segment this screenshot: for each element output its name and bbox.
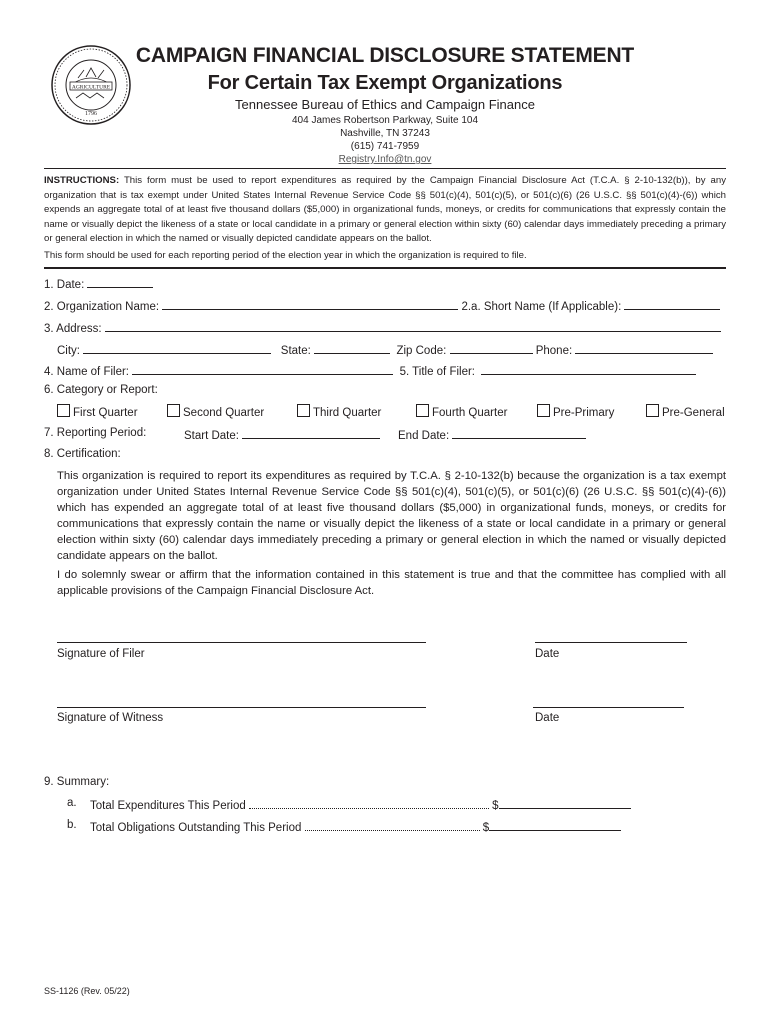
summary-label: 9. Summary: (44, 776, 110, 788)
start-date-label: Start Date: (184, 430, 239, 442)
svg-text:1796: 1796 (85, 111, 97, 117)
category-option-label: Fourth Quarter (432, 407, 508, 419)
checkbox[interactable] (416, 404, 429, 417)
summary-item-a-row (90, 797, 631, 812)
summary-a-currency: $ (492, 800, 499, 812)
date-label: 1. Date: (44, 279, 85, 291)
category-pre-primary[interactable] (537, 404, 614, 419)
filer-date-label: Date (535, 648, 560, 660)
end-date-field[interactable] (452, 427, 586, 439)
instructions-label: INSTRUCTIONS: (44, 175, 120, 186)
instructions-text: This form must be used to report expenditures as required by the Campaign Financial Disclosure Act (T.C.A. § 2-10-132(b)), by any organization that is tax exempt under United States Internal Revenue Service Code §§ 501(c)(4), 501(c)(5), or 501(c)(6) (26 U.S.C. §§ 501(c)(4)-(6)) which expends an aggregate total of at least five thousand dollars ($5,000) in organizational funds, moneys, or credits for communications that expressly contain the name or visually depict the likeness of a state or local candidate in a primary or general election within sixty (60) calendar days immediately preceding a primary or general election in which the named or visually depicted candidate appears on the ballot. (44, 175, 726, 245)
org-name-label: 2. Organization Name: (44, 301, 160, 313)
address-row (44, 320, 721, 335)
category-option-label: Third Quarter (313, 407, 382, 419)
form-subtitle: For Certain Tax Exempt Organizations (207, 72, 563, 94)
phone-field[interactable] (575, 342, 713, 354)
agency-email-container (0, 154, 770, 165)
category-option-label: Second Quarter (183, 407, 265, 419)
city-row (57, 342, 713, 357)
summary-item-b (67, 819, 77, 831)
summary-item-a (67, 797, 77, 809)
start-date-field[interactable] (242, 427, 380, 439)
short-name-label: 2.a. Short Name (If Applicable): (461, 301, 622, 313)
category-second-quarter[interactable] (167, 404, 264, 419)
leader-dots (249, 799, 489, 809)
filer-row (44, 363, 696, 378)
filer-signature-field[interactable] (57, 642, 426, 643)
zip-label: Zip Code: (396, 345, 447, 357)
address-field[interactable] (105, 320, 721, 332)
summary-b-marker: b. (67, 819, 77, 831)
address-label: 3. Address: (44, 323, 102, 335)
category-first-quarter[interactable] (57, 404, 138, 419)
agency-email-link[interactable]: Registry.Info@tn.gov (338, 154, 432, 165)
end-date-row (398, 427, 586, 442)
city-field[interactable] (83, 342, 271, 354)
filer-title-label: 5. Title of Filer: (399, 366, 476, 378)
agency-name: Tennessee Bureau of Ethics and Campaign Finance (235, 97, 535, 112)
checkbox[interactable] (167, 404, 180, 417)
category-fourth-quarter[interactable] (416, 404, 507, 419)
summary-b-currency: $ (482, 822, 490, 834)
form-id: SS-1126 (Rev. 05/22) (44, 986, 130, 996)
filer-name-field[interactable] (132, 363, 393, 375)
checkbox[interactable] (57, 404, 70, 417)
date-row (44, 276, 153, 291)
state-label: State: (280, 345, 311, 357)
oath-statement: I do solemnly swear or affirm that the information contained in this statement is true and that the committee has complied with all applicable provisions of the Campaign Financial Disclosure Act. (57, 569, 726, 597)
category-third-quarter[interactable] (297, 404, 381, 419)
agency-address-line1: 404 James Robertson Parkway, Suite 104 (291, 115, 479, 126)
end-date-label: End Date: (398, 430, 450, 442)
summary-a-label: Total Expenditures This Period (90, 800, 246, 812)
category-option-label: First Quarter (73, 407, 138, 419)
certification-label: 8. Certification: (44, 448, 121, 460)
witness-signature-label: Signature of Witness (57, 712, 164, 724)
filer-title-field[interactable] (481, 363, 696, 375)
category-label: 6. Category or Report: (44, 384, 158, 396)
witness-signature-field[interactable] (57, 707, 426, 708)
svg-text:AGRICULTURE: AGRICULTURE (71, 84, 111, 91)
witness-date-label: Date (535, 712, 560, 724)
phone-label: Phone: (535, 345, 573, 357)
summary-b-label: Total Obligations Outstanding This Period (90, 822, 302, 834)
state-field[interactable] (314, 342, 390, 354)
filer-signature-label: Signature of Filer (57, 648, 145, 660)
instructions-note: This form should be used for each reporting period of the election year in which the organization is required to file. (44, 250, 527, 261)
org-name-field[interactable] (162, 298, 458, 310)
section-divider (44, 267, 726, 269)
reporting-period-label: 7. Reporting Period: (44, 427, 147, 439)
filer-date-field[interactable] (535, 642, 687, 643)
org-name-row (44, 298, 720, 313)
category-pre-general[interactable] (646, 404, 725, 419)
certification-statement: This organization is required to report its expenditures as required by T.C.A. § 2-10-132(b) because the organization is a tax exempt organization under United States Internal Revenue Service Code §§ 501(c)(4), 501(c)(5), or 501(c)(6) (26 U.S.C. §§ 501(c)(4)-(6)) which has expended an aggregate total of at least five thousand dollars ($5,000) in organizational funds, moneys, or credits for communications that expressly contain the name or visually depict the likeness of a state or local candidate in a primary or general election within sixty (60) calendar days immediately preceding a primary or general election in which the named or visually depicted candidate appears on the ballot. (57, 470, 726, 562)
total-obligations-field[interactable] (489, 819, 621, 831)
checkbox[interactable] (297, 404, 310, 417)
start-date-row (184, 427, 380, 442)
total-expenditures-field[interactable] (499, 797, 631, 809)
checkbox[interactable] (646, 404, 659, 417)
date-field[interactable] (87, 276, 153, 288)
city-label: City: (57, 345, 80, 357)
zip-field[interactable] (450, 342, 533, 354)
checkbox[interactable] (537, 404, 550, 417)
header-divider (44, 168, 726, 169)
witness-date-field[interactable] (533, 707, 684, 708)
leader-dots (305, 821, 480, 831)
filer-name-label: 4. Name of Filer: (44, 366, 129, 378)
category-option-label: Pre-General (662, 407, 725, 419)
agency-phone: (615) 741-7959 (350, 141, 420, 152)
agency-address-line2: Nashville, TN 37243 (340, 128, 430, 139)
category-option-label: Pre-Primary (553, 407, 615, 419)
summary-item-b-row (90, 819, 621, 834)
instructions (44, 174, 726, 247)
summary-a-marker: a. (67, 797, 77, 809)
short-name-field[interactable] (624, 298, 720, 310)
form-title: CAMPAIGN FINANCIAL DISCLOSURE STATEMENT (135, 44, 635, 67)
